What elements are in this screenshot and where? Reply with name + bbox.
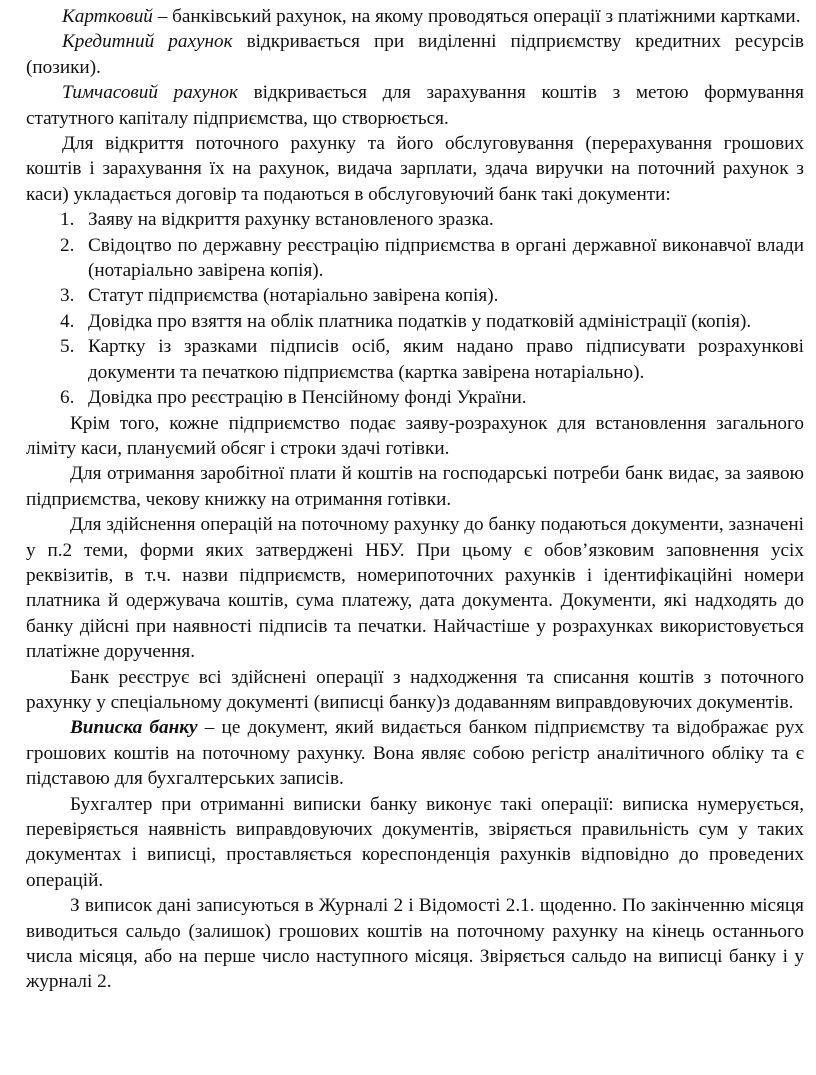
list-item [60, 334, 804, 385]
list-item-text: Картку із зразками підписів осіб, яким надано право підписувати розрахункові документи та печаткою підприємства (картка завірена нотаріально). [88, 336, 804, 383]
required-documents-list [26, 207, 804, 410]
paragraph-bank-statement-definition [26, 715, 804, 791]
term-temporary-account: Тимчасовий рахунок [62, 82, 238, 104]
list-item-text: Довідка про реєстрацію в Пенсійному фонді України. [88, 387, 527, 409]
list-item-number: 2. [60, 234, 75, 256]
list-item-number: 5. [60, 336, 75, 358]
list-item-number: 4. [60, 310, 75, 332]
paragraph-credit-account [26, 29, 804, 80]
paragraph-opening-current-account: Для відкриття поточного рахунку та його обслуговування (перерахування грошових коштів і зарахування їх на рахунок, видача зарплати, здача виручки на поточний рахунок з каси) укладається договір та подаються в обслуговуючий банк такі документи: [26, 133, 804, 205]
list-item-text: Статут підприємства (нотаріально завірена копія). [88, 285, 499, 307]
paragraph-cash-limit: Крім того, кожне підприємство подає заяву-розрахунок для встановлення загального ліміту каси, плануємий обсяг і строки здачі готівки. [26, 412, 804, 459]
paragraph-accountant-operations: Бухгалтер при отриманні виписки банку виконує такі операції: виписка нумерується, перевіряється наявність виправдовуючих документів, звіряється правильність сум у таких документах і виписці, проставляється кореспонденція рахунків відповідно до проведених операцій. [26, 793, 804, 891]
paragraph-bank-registration: Банк реєструє всі здійснені операції з надходження та списання коштів з поточного рахунку у спеціальному документі (виписці банку)з додаванням виправдовуючих документів. [26, 666, 804, 713]
definition-card-account: – банківський рахунок, на якому проводяться операції з платіжними картками. [152, 6, 801, 27]
paragraph-operations-documents: Для здійснення операцій на поточному рахунку до банку подаються документи, зазначені у п.2 теми, форми яких затверджені НБУ. При цьому є обов’язковим заповнення усіх реквізитів, в т.ч. назви підприємств, номерипоточних рахунків і ідентифікаційні номери платника й одержувача коштів, сума платежу, дата документа. Документи, які надходять до банку дійсні при наявності підписів та печатки. Найчастіше у розрахунках використовується платіжне доручення. [26, 514, 804, 663]
term-card-account: Картковий [62, 6, 153, 27]
term-bank-statement: Виписка банку [70, 717, 198, 739]
list-item [60, 309, 804, 334]
term-credit-account: Кредитний рахунок [62, 31, 233, 53]
list-item-number: 6. [60, 387, 75, 409]
definition-bank-statement: – це документ, який видається банком підприємству та відображає рух грошових коштів на поточному рахунку. Вона являє собою регістр аналітичного обліку та є підставою для бухгалтерських записів. [26, 717, 805, 790]
definition-temporary-account: відкривається для зарахування коштів з метою формування статутного капіталу підприємства, що створюється. [26, 82, 804, 129]
list-item-text: Довідка про взяття на облік платника податків у податковій адміністрації (копія). [88, 310, 752, 332]
list-item-text: Свідоцтво по державну реєстрацію підприємства в органі державної виконавчої влади (нотаріально завірена копія). [88, 234, 804, 282]
paragraph-temporary-account [26, 80, 804, 131]
list-item [60, 385, 804, 410]
paragraph-card-account [26, 4, 804, 29]
list-item [60, 283, 804, 308]
list-item [60, 207, 804, 232]
list-item [60, 233, 804, 284]
paragraph-journal-recording: З виписок дані записуються в Журналі 2 і Відомості 2.1. щоденно. По закінченню місяця виводиться сальдо (залишок) грошових коштів на поточному рахунку на кінець останнього числа місяця, або на перше число наступного місяця. Звіряється сальдо на виписці банку і у журналі 2. [26, 895, 804, 993]
list-item-text: Заяву на відкриття рахунку встановленого зразка. [88, 209, 494, 231]
paragraph-checkbook: Для отримання заробітної плати й коштів на господарські потреби банк видає, за заявою підприємства, чекову книжку на отримання готівки. [26, 463, 804, 510]
definition-credit-account: відкривається при виділенні підприємству кредитних ресурсів (позики). [26, 31, 804, 78]
list-item-number: 3. [60, 285, 75, 307]
list-item-number: 1. [60, 209, 75, 231]
